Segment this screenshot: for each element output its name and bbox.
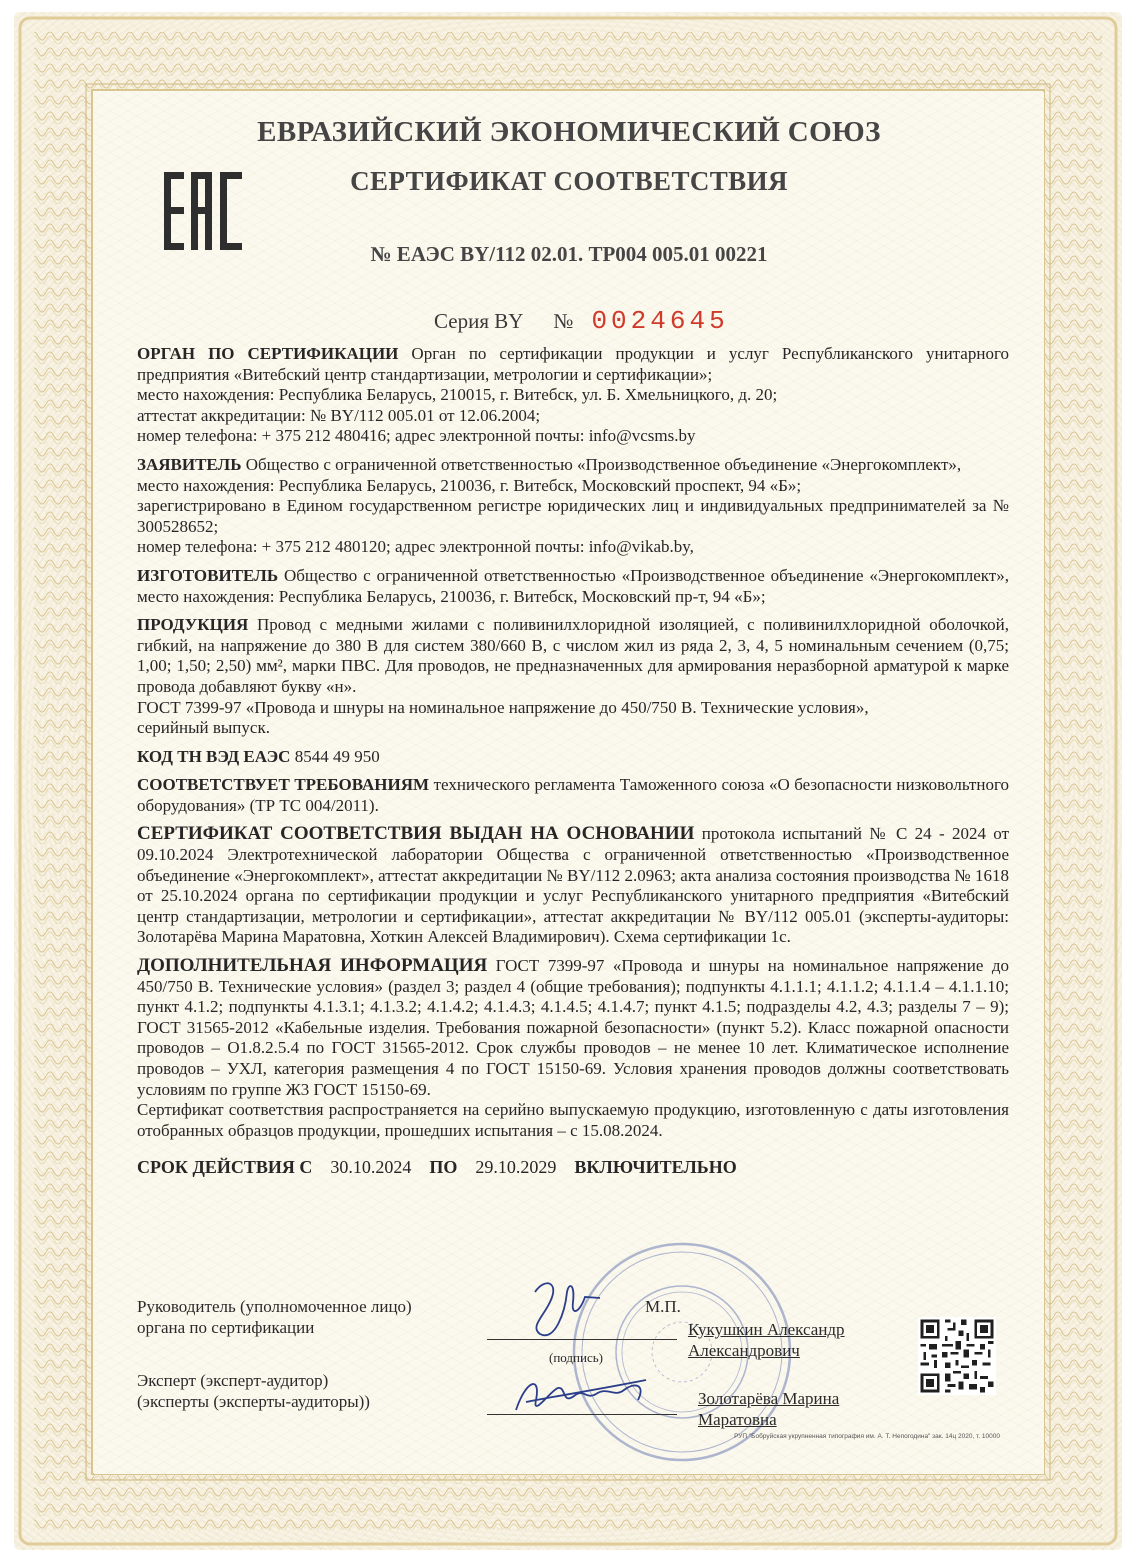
product-text: Провод с медными жилами с поливинилхлоридной изоляцией, с поливинилхлоридной оболочкой, гибкий, на напряжение до 380 В для систем 380/660 В, с числом жил из ряда 2, 3, 4, 5 номинальным сечением (0,75; 1,00; 1,50; 2,50) мм², марки ПВС. Для проводов, не предназначенных для армирования неразборной арматурой к марке провода добавляют букву «н». [137,615,1009,696]
additional-text: ГОСТ 7399-97 «Провода и шнуры на номинальное напряжение до 450/750 В. Технические условия» (раздел 3; раздел 4 (общие требования); подпункты 4.1.1.1; 4.1.1.2; 4.1.1.4 – 4.1.1.10; пункт 4.1.2; подпункты 4.1.3.1; 4.1.3.2; 4.1.4.2; 4.1.4.3; 4.1.4.5; 4.1.4.7; пункт 4.1.5; подразделы 4.2, 4.3; разделы 7 – 9); ГОСТ 31565-2012 «Кабельные изделия. Требования пожарной безопасности» (пункт 5.2). Класс пожарной опасности проводов – О1.8.2.5.4 по ГОСТ 31565-2012. Срок службы проводов – не менее 10 лет. Климатическое исполнение проводов – УХЛ, категория размещения 4 по ГОСТ 15150-69. Условия хранения проводов должны соответствовать условиям по группе Ж3 ГОСТ 15150-69. [137,956,1010,1099]
expert-title-line1: Эксперт (эксперт-аудитор) [137,1371,329,1390]
section-manufacturer [137,566,1009,607]
section-organ [137,344,1009,447]
basis-label: СЕРТИФИКАТ СООТВЕТСТВИЯ ВЫДАН НА ОСНОВАНИИ [137,823,695,845]
section-validity [137,1157,1009,1178]
validity-from-label: СРОК ДЕЙСТВИЯ С [137,1157,313,1178]
organ-address: место нахождения: Республика Беларусь, 210015, г. Витебск, ул. Б. Хмельницкого, д. 20; [137,385,778,405]
conforms-label: СООТВЕТСТВУЕТ ТРЕБОВАНИЯМ [137,775,430,795]
head-title-line2: органа по сертификации [137,1318,315,1337]
document-title: СЕРТИФИКАТ СООТВЕТСТВИЯ [350,166,788,196]
product-release: серийный выпуск. [137,718,270,738]
manufacturer-text: Общество с ограниченной ответственностью «Производственное объединение «Энергокомплект», место нахождения: Республика Беларусь, 210036, г. Витебск, Московский пр-т, 94 «Б»; [137,565,1010,606]
head-name-line1: Кукушкин Александр [688,1320,845,1339]
applicant-text: Общество с ограниченной ответственностью «Производственное объединение «Энергокомплект», [245,454,962,474]
expert-name-line2: Маратовна [698,1410,777,1429]
head-title-line1: Руководитель (уполномоченное лицо) [137,1297,412,1316]
section-basis [137,824,1009,948]
validity-inclusive: ВКЛЮЧИТЕЛЬНО [574,1157,737,1178]
product-standard: ГОСТ 7399-97 «Провода и шнуры на номинальное напряжение до 450/750 В. Технические условия», [137,697,869,717]
applicant-contacts: номер телефона: + 375 212 480120; адрес электронной почты: info@vikab.by, [137,537,694,557]
series-no-sign: № [553,309,574,333]
validity-to: 29.10.2029 [475,1157,557,1178]
additional-scope: Сертификат соответствия распространяется на серийно выпускаемую продукцию, изготовленную с даты изготовления отобранных образцов продукции, прошедших испытания – с 15.08.2024. [137,1100,1009,1140]
certificate-number: № ЕАЭС BY/112 02.01. ТР004 005.01 00221 [370,242,768,266]
validity-from: 30.10.2024 [330,1157,412,1178]
expert-name-line1: Золотарёва Марина [698,1389,840,1408]
head-name-line2: Александрович [688,1341,800,1360]
product-label: ПРОДУКЦИЯ [137,615,249,635]
organ-contacts: номер телефона: + 375 212 480416; адрес электронной почты: info@vcsms.by [137,426,696,446]
organ-text: Орган по сертификации продукции и услуг Республиканского унитарного предприятия «Витебский центр стандартизации, метрологии и сертификации»; [137,344,1010,384]
basis-text: протокола испытаний № С 24 - 2024 от 09.10.2024 Электротехнической лаборатории Общества с ограниченной ответственностью «Производственное объединение «Энергокомплект», аттестат аккредитации № BY/112 2.0963; акта анализа состояния производства № 1618 от 25.10.2024 органа по сертификации продукции и услуг Республиканского унитарного предприятия «Витебский центр стандартизации, метрологии и сертификации», аттестат аккредитации № BY/112 005.01 (эксперты-аудиторы: Золотарёва Марина Маратовна, Хоткин Алексей Владимирович). Схема сертификации 1с. [137,824,1010,947]
series-label: Серия BY [434,309,524,333]
conforms-text: технического регламента Таможенного союза «О безопасности низковольтного оборудования» (ТР ТС 004/2011). [137,775,1010,815]
signature-block [137,1296,1009,1446]
code-label: КОД ТН ВЭД ЕАЭС [137,746,291,766]
expert-signature-line [487,1414,677,1415]
seal-mark-label: М.П. [645,1297,681,1316]
series-line [434,306,729,336]
validity-to-label: ПО [429,1157,458,1178]
applicant-label: ЗАЯВИТЕЛЬ [137,454,242,474]
signature-caption: (подпись) [549,1350,603,1365]
head-signature-line [487,1339,677,1340]
manufacturer-label: ИЗГОТОВИТЕЛЬ [137,565,279,585]
section-product [137,615,1009,739]
code-value: 8544 49 950 [294,746,380,766]
certificate-body [137,344,1009,1186]
applicant-address: место нахождения: Республика Беларусь, 210036, г. Витебск, Московский проспект, 94 «Б»; [137,475,802,495]
organ-label: ОРГАН ПО СЕРТИФИКАЦИИ [137,344,399,363]
section-applicant [137,455,1009,558]
expert-title-line2: (эксперты (эксперты-аудиторы)) [137,1392,370,1411]
series-number: 0024645 [591,306,729,336]
section-code [137,747,1009,768]
qr-code-icon [918,1317,996,1395]
section-conforms [137,775,1009,816]
union-title: ЕВРАЗИЙСКИЙ ЭКОНОМИЧЕСКИЙ СОЮЗ [257,116,881,148]
printer-info: РУП "Бобруйская укрупненная типография им. А. Т. Непогодина" зак. 14ц 2020, т. 10000 [734,1433,1000,1440]
section-additional [137,956,1009,1141]
additional-label: ДОПОЛНИТЕЛЬНАЯ ИНФОРМАЦИЯ [137,955,488,977]
organ-accreditation: аттестат аккредитации: № BY/112 005.01 от 12.06.2004; [137,405,541,425]
applicant-registration: зарегистрировано в Едином государственном регистре юридических лиц и индивидуальных предпринимателей за № 300528652; [137,496,1009,536]
